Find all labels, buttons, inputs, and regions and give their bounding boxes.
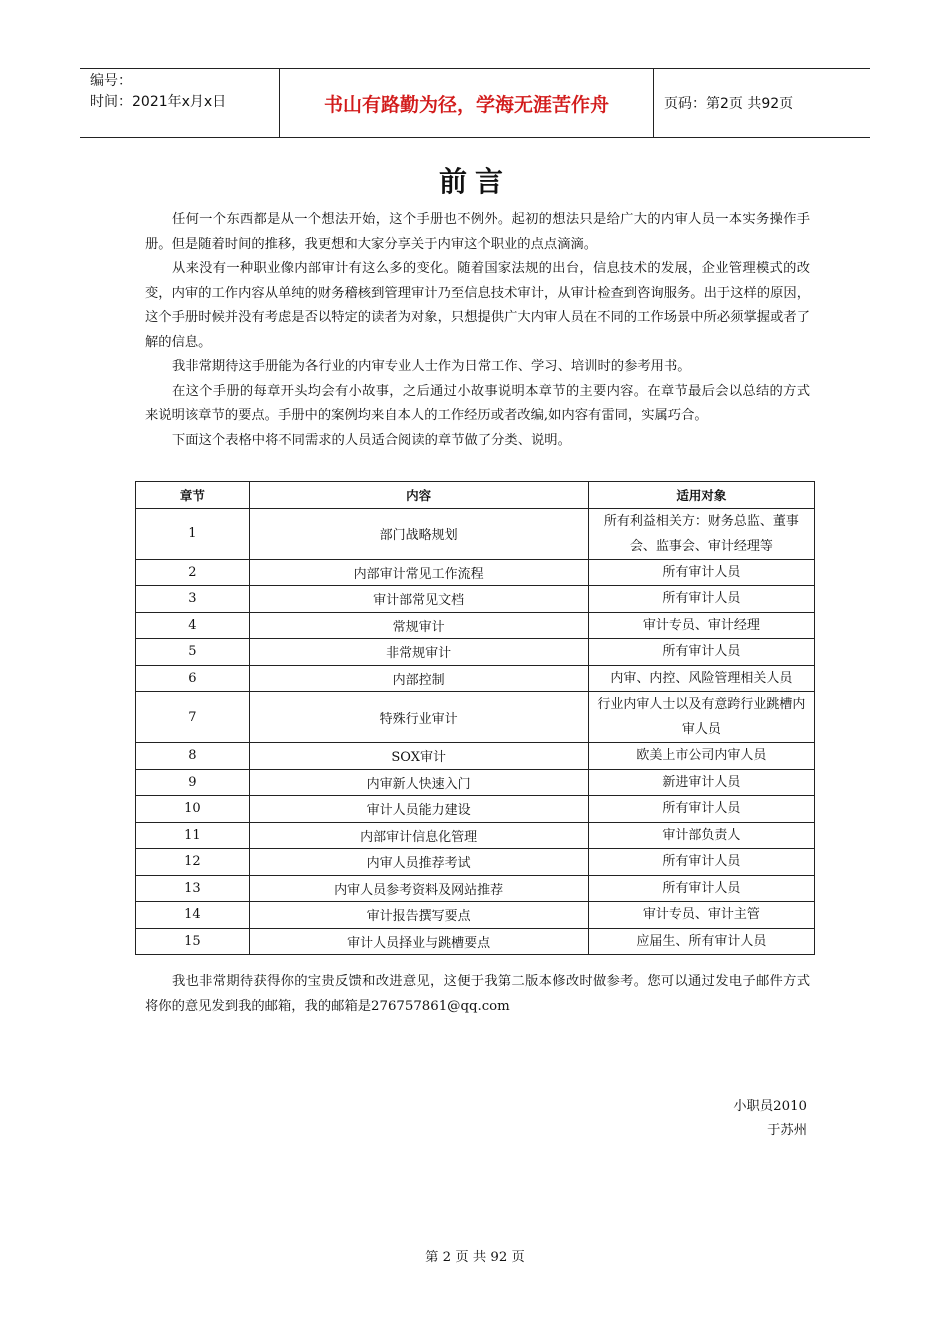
table-row: [136, 508, 815, 559]
cell-content: 审计人员择业与跳槽要点: [249, 928, 588, 955]
cell-audience: 所有审计人员: [588, 559, 814, 586]
preface-body: [145, 208, 810, 453]
header-meta: [80, 69, 280, 137]
cell-audience: 欧美上市公司内审人员: [588, 743, 814, 770]
table-row: [136, 849, 815, 876]
cell-audience: 新进审计人员: [588, 769, 814, 796]
table-row: [136, 665, 815, 692]
cell-chapter: 9: [136, 769, 250, 796]
cell-content: 常规审计: [249, 612, 588, 639]
cell-content: 审计部常见文档: [249, 586, 588, 613]
chapter-audience-table: [135, 481, 815, 955]
cell-audience: 所有利益相关方：财务总监、董事会、监事会、审计经理等: [588, 508, 814, 559]
cell-audience: 内审、内控、风险管理相关人员: [588, 665, 814, 692]
cell-chapter: 12: [136, 849, 250, 876]
cell-chapter: 7: [136, 692, 250, 743]
table-row: [136, 902, 815, 929]
cell-content: 内部控制: [249, 665, 588, 692]
cell-audience: 行业内审人士以及有意跨行业跳槽内审人员: [588, 692, 814, 743]
table-row: [136, 692, 815, 743]
cell-chapter: 11: [136, 822, 250, 849]
cell-content: 内审人员参考资料及网站推荐: [249, 875, 588, 902]
header-page-info: 页码：第2页 共92页: [664, 96, 794, 112]
cell-content: 内审人员推荐考试: [249, 849, 588, 876]
table-row: [136, 928, 815, 955]
cell-chapter: 15: [136, 928, 250, 955]
header-time-label: 时间：2021年x月x日: [90, 94, 227, 110]
cell-audience: 所有审计人员: [588, 849, 814, 876]
page-footer: 第 2 页 共 92 页: [425, 1250, 525, 1265]
cell-chapter: 13: [136, 875, 250, 902]
column-header-audience: 适用对象: [588, 482, 814, 509]
page-header: [80, 68, 870, 138]
cell-audience: 所有审计人员: [588, 796, 814, 823]
header-number-label: 编号：: [90, 73, 132, 89]
table-row: [136, 796, 815, 823]
cell-audience: 应届生、所有审计人员: [588, 928, 814, 955]
table-row: [136, 612, 815, 639]
cell-chapter: 3: [136, 586, 250, 613]
cell-chapter: 8: [136, 743, 250, 770]
cell-audience: 所有审计人员: [588, 586, 814, 613]
cell-content: 审计报告撰写要点: [249, 902, 588, 929]
cell-content: 审计人员能力建设: [249, 796, 588, 823]
preface-paragraph: 我非常期待这手册能为各行业的内审专业人士作为日常工作、学习、培训时的参考用书。: [172, 359, 691, 374]
column-header-chapter: 章节: [136, 482, 250, 509]
page-title: 前言: [438, 165, 511, 198]
cell-audience: 审计专员、审计经理: [588, 612, 814, 639]
cell-content: 特殊行业审计: [249, 692, 588, 743]
cell-chapter: 5: [136, 639, 250, 666]
cell-content: 部门战略规划: [249, 508, 588, 559]
signature-block: [733, 1095, 807, 1143]
cell-chapter: 1: [136, 508, 250, 559]
closing-note: [145, 970, 810, 1019]
cell-audience: 所有审计人员: [588, 639, 814, 666]
preface-paragraph: 任何一个东西都是从一个想法开始，这个手册也不例外。起初的想法只是给广大的内审人员一本实务操作手册。但是随着时间的推移，我更想和大家分享关于内审这个职业的点点滴滴。: [145, 212, 810, 252]
cell-content: 内部审计常见工作流程: [249, 559, 588, 586]
table-body: [136, 508, 815, 955]
preface-paragraph: 从来没有一种职业像内部审计有这么多的变化。随着国家法规的出台，信息技术的发展，企业管理模式的改变，内审的工作内容从单纯的财务稽核到管理审计乃至信息技术审计，从审计检查到咨询服务。出于这样的原因，这个手册时候并没有考虑是否以特定的读者为对象，只想提供广大内审人员在不同的工作场景中所必须掌握或者了解的信息。: [145, 261, 810, 350]
cell-content: 内审新人快速入门: [249, 769, 588, 796]
cell-audience: 审计专员、审计主管: [588, 902, 814, 929]
header-motto: 书山有路勤为径，学海无涯苦作舟: [280, 69, 654, 137]
column-header-content: 内容: [249, 482, 588, 509]
cell-audience: 审计部负责人: [588, 822, 814, 849]
table-row: [136, 769, 815, 796]
signature-author: 小职员2010: [733, 1099, 807, 1114]
cell-chapter: 2: [136, 559, 250, 586]
signature-place: 于苏州: [767, 1123, 807, 1138]
table-row: [136, 586, 815, 613]
table-row: [136, 822, 815, 849]
table-row: [136, 875, 815, 902]
cell-chapter: 6: [136, 665, 250, 692]
cell-chapter: 14: [136, 902, 250, 929]
table-row: [136, 559, 815, 586]
table-row: [136, 639, 815, 666]
cell-content: 内部审计信息化管理: [249, 822, 588, 849]
cell-chapter: 10: [136, 796, 250, 823]
preface-paragraph: 下面这个表格中将不同需求的人员适合阅读的章节做了分类、说明。: [172, 432, 571, 448]
table-header-row: [136, 482, 815, 509]
cell-content: SOX审计: [249, 743, 588, 770]
closing-paragraph: 我也非常期待获得你的宝贵反馈和改进意见，这便于我第二版本修改时做参考。您可以通过发电子邮件方式将你的意见发到我的邮箱，我的邮箱是276757861@qq.com: [145, 974, 810, 1014]
preface-paragraph: 在这个手册的每章开头均会有小故事，之后通过小故事说明本章节的主要内容。在章节最后会以总结的方式来说明该章节的要点。手册中的案例均来自本人的工作经历或者改编,如内容有雷同，实属巧合。: [145, 383, 810, 423]
cell-audience: 所有审计人员: [588, 875, 814, 902]
table-row: [136, 743, 815, 770]
cell-chapter: 4: [136, 612, 250, 639]
cell-content: 非常规审计: [249, 639, 588, 666]
